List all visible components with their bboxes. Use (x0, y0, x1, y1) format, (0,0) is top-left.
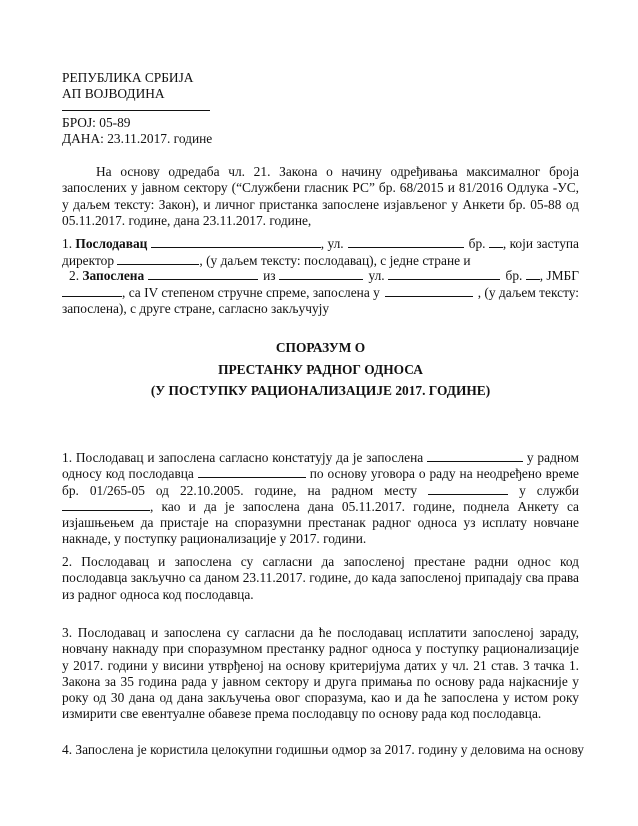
article-1-text-e: , као и да је запослена дана 05.11.2017. године, поднела Анкету са изјашњењем да пристаје на споразумни престанак радног односа уз исплату новчане накнаде, у поступку рационализације у 2017. години. (62, 498, 579, 547)
header-republic: РЕПУБЛИКА СРБИЈА (62, 70, 194, 85)
party1-text-no: бр. (468, 236, 486, 251)
party2-text-no: бр. (505, 268, 523, 283)
employer-name-blank (151, 236, 321, 248)
party2-text-qualification: , са IV степеном стручне спреме, запослена у (122, 284, 380, 300)
article-1-text-d: у служби (519, 482, 579, 498)
employee-street-blank (388, 268, 500, 280)
employer-no-blank (489, 236, 503, 248)
document-date: ДАНА: 23.11.2017. године (62, 131, 213, 146)
article-3: 3. Послодавац и запослена су сагласни да ће послодавац исплатити запосленој зараду, новчану накнаду при споразумном престанку радног односа у поступку рационализације у 2017. години у висини утврђеној на основу критеријума датих у чл. 21 став. 3 тачка 1. Закона за 35 година рада у јавном сектору и друга примања по основу рада најкасније у року од 30 дана од дана закључења овог споразума, као и да ће запослена у истом року измирити све евентуалне обавезе према послодавцу по основу рада код послодавца. (62, 625, 579, 722)
article-1-blank-3 (428, 483, 508, 495)
document-number: БРОЈ: 05-89 (62, 115, 131, 130)
intro-paragraph: На основу одредаба чл. 21. Закона о начину одређивања максималног броја запослених у јавном сектору (“Службени гласник РС” бр. 68/2015 и 81/2016 Одлука -УС, у даљем тексту: Закон), и личног пристанка запослене изјављеног у Анкети бр. 05-88 од 05.11.2017. године, дана 23.11.2017. године, (62, 164, 579, 228)
article-1-text-c: по основу уговора о раду на неодређено време бр. 01/265-05 од 22.10.2005. године, на радном месту (62, 466, 579, 498)
party1-number: 1. (62, 236, 73, 251)
party1-text-tail: , (у даљем тексту: послодавац), с једне стране и (199, 252, 471, 268)
employee-name-blank (148, 268, 258, 280)
party-employer (62, 236, 579, 269)
party2-text-tail: запослена), с друге стране, сагласно закључују (62, 301, 330, 316)
article-1-blank-4 (62, 499, 150, 511)
employee-no-blank (526, 268, 540, 280)
party2-text-jmbg: , ЈМБГ (539, 268, 579, 283)
article-1-blank-2 (198, 466, 306, 478)
agreement-title-1: СПОРАЗУМ О (275, 340, 366, 355)
party-employee (62, 268, 579, 318)
party2-text-hereinafter: , (у даљем тексту: (477, 284, 579, 300)
header-rule (62, 110, 210, 111)
employer-street-blank (348, 236, 464, 248)
article-1-text-a: 1. Послодавац и запослена сагласно констатују да је запослена (62, 450, 424, 465)
party1-text-represented: , који заступа (502, 236, 579, 251)
header-province: АП ВОЈВОДИНА (62, 86, 165, 101)
article-1-blank-1 (427, 450, 523, 462)
article-2: 2. Послодавац и запослена су сагласни да запосленој престане радни однос код послодавца закључно са даном 23.11.2017. године, до када запосленој припадају сва права из радног односа код послодавца. (62, 554, 579, 602)
party2-label: Запослена (82, 268, 145, 283)
party1-label: Послодавац (75, 236, 148, 251)
director-name-blank (117, 253, 199, 265)
employee-unit-blank (385, 285, 473, 297)
agreement-title-3: (У ПОСТУПКУ РАЦИОНАЛИЗАЦИЈЕ 2017. ГОДИНЕ) (150, 383, 491, 398)
article-1-text-b: у радном односу код послодавца (62, 450, 579, 482)
article-4: 4. Запослена је користила целокупни годишњи одмор за 2017. годину у деловима на основу (62, 742, 584, 757)
party2-text-from: из (263, 268, 276, 283)
employee-city-blank (279, 268, 363, 280)
article-1 (62, 450, 579, 548)
party2-text-street: ул. (368, 268, 385, 283)
party1-text-street: , ул. (320, 236, 344, 251)
party1-text-director: директор (62, 252, 115, 268)
party2-number: 2. (69, 268, 80, 283)
jmbg-blank (62, 285, 122, 297)
agreement-title-2: ПРЕСТАНКУ РАДНОГ ОДНОСА (218, 362, 423, 377)
